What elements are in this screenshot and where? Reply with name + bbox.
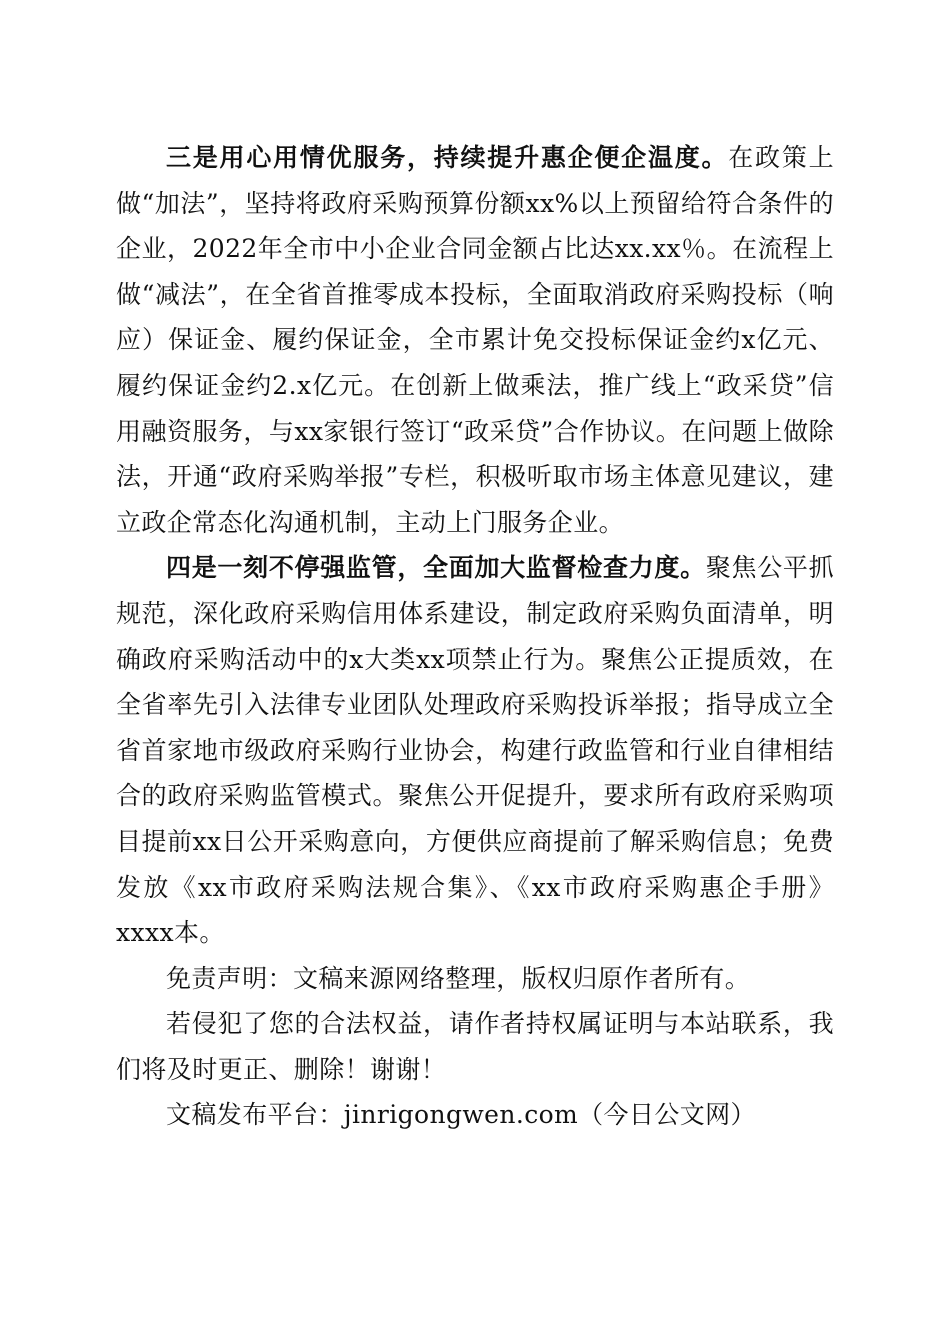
document-body: [116, 135, 834, 1138]
paragraph-service: [116, 135, 834, 545]
paragraph-heading: 三是用心用情优服务，持续提升惠企便企温度。: [166, 143, 729, 172]
disclaimer-infringement: 若侵犯了您的合法权益，请作者持权属证明与本站联系，我们将及时更正、删除！谢谢！: [116, 1009, 834, 1084]
paragraph-heading: 四是一刻不停强监管，全面加大监督检查力度。: [166, 553, 706, 583]
paragraph-supervision: [116, 545, 834, 955]
paragraph-text: 在政策上做“加法”，坚持将政府采购预算份额xx%以上预留给符合条件的企业，2022年全市中小企业合同金额占比达xx.xx％。在流程上做“减法”，在全省首推零成本投标，全面取消政府采购投标（响应）保证金、履约保证金，全市累计免交投标保证金约x亿元、履约保证金约2.x亿元。在创新上做乘法，推广线上“政采贷”信用融资服务，与xx家银行签订“政采贷”合作协议。在问题上做除法，开通“政府采购举报”专栏，积极听取市场主体意见建议，建立政企常态化沟通机制，主动上门服务企业。: [116, 143, 834, 537]
disclaimer-copyright: 免责声明：文稿来源网络整理，版权归原作者所有。: [166, 963, 751, 993]
publishing-platform: 文稿发布平台：jinrigongwen.com（今日公文网）: [166, 1100, 756, 1130]
paragraph-text: 聚焦公平抓规范，深化政府采购信用体系建设，制定政府采购负面清单，明确政府采购活动中的x大类xx项禁止行为。聚焦公正提质效，在全省率先引入法律专业团队处理政府采购投诉举报；指导成立全省首家地市级政府采购行业协会，构建行政监管和行业自律相结合的政府采购监管模式。聚焦公开促提升，要求所有政府采购项目提前xx日公开采购意向，方便供应商提前了解采购信息；免费发放《xx市政府采购法规合集》、《xx市政府采购惠企手册》xxxx本。: [116, 553, 834, 948]
